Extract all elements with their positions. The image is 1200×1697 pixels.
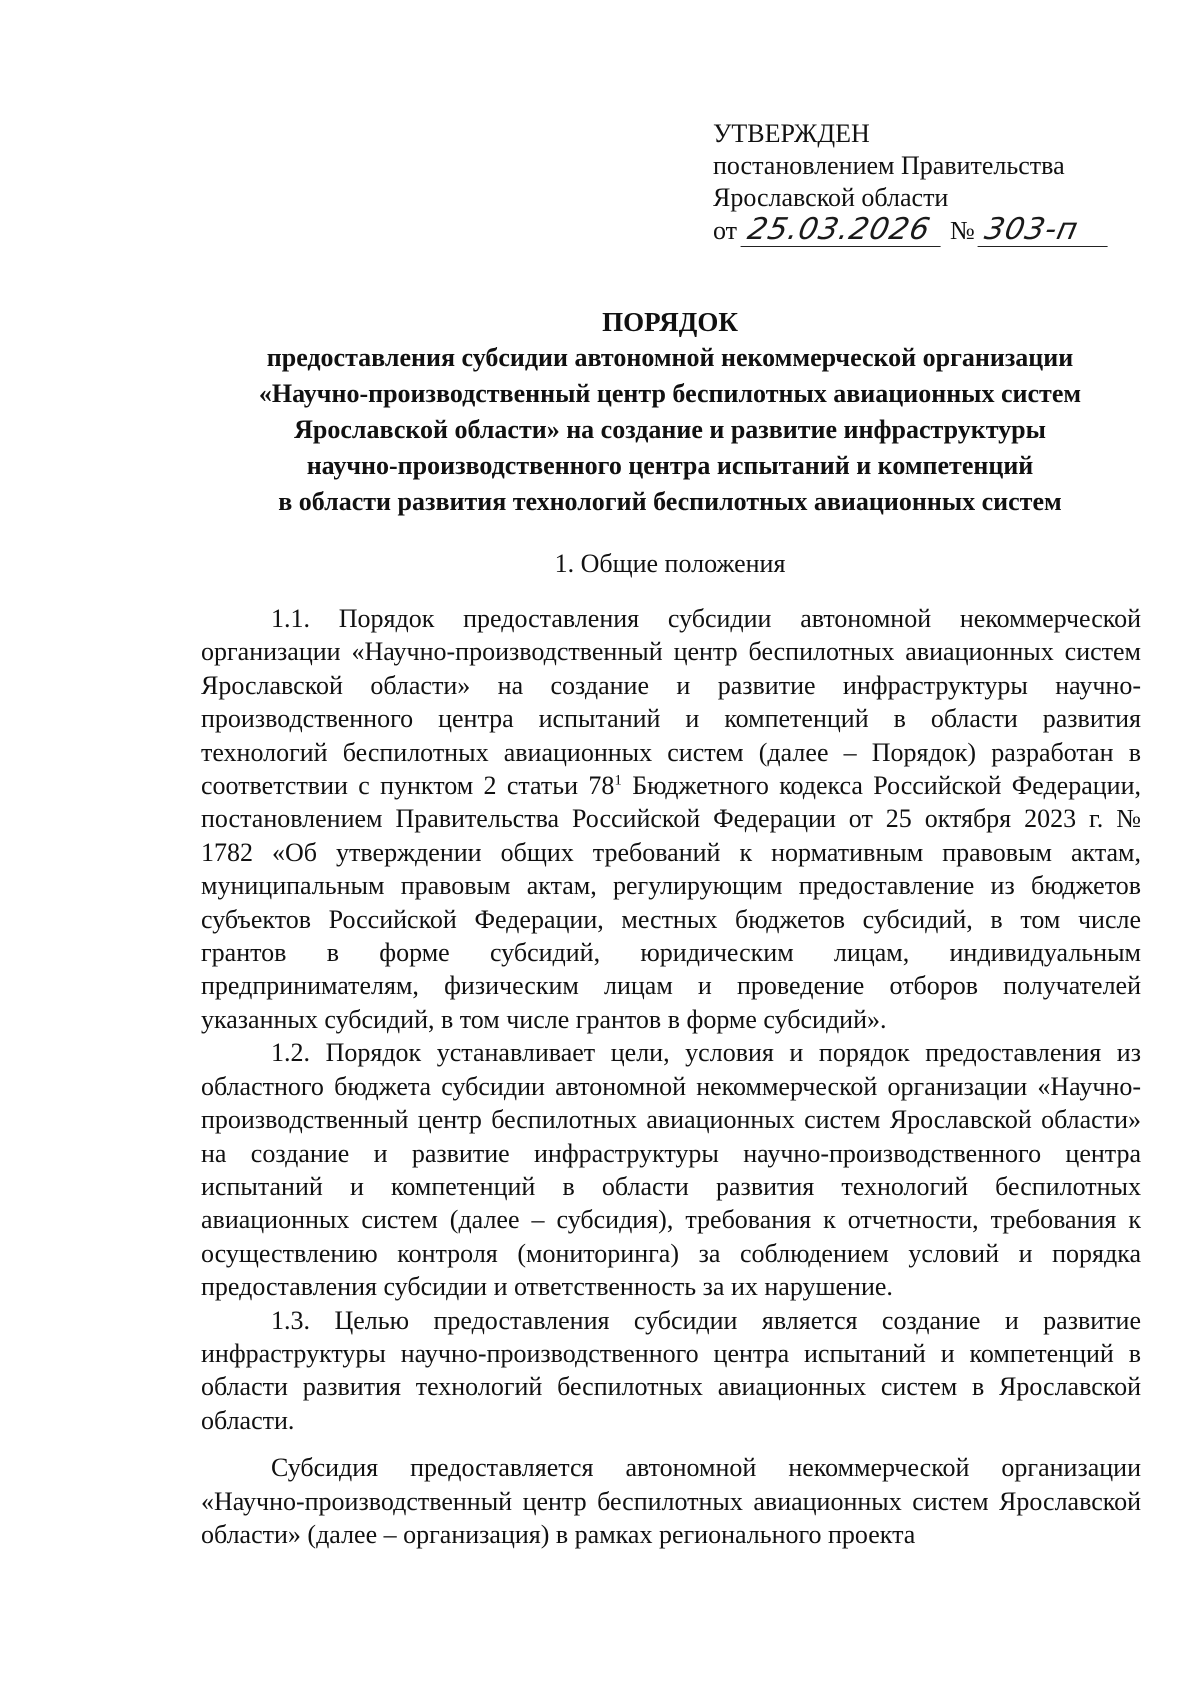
paragraph-1-2: 1.2. Порядок устанавливает цели, условия и порядок предоставления из областного бюджета субсидии автономной некоммерческой организации «Научно-производственный центр беспилотных авиационных систем Ярославской области» на создание и развитие инфраструктуры научно-производственного центра испытаний и компетенций в области развития технологий беспилотных авиационных систем (далее – субсидия), требования к отчетности, требования к осуществлению контроля (мониторинга) за соблюдением условий и порядка предоставления субсидии и ответственность за их нарушение. <box>201 1038 1141 1302</box>
approval-decree-line: постановлением Правительства <box>713 151 1065 180</box>
subtitle-line: предоставления субсидии автономной некоммерческой организации <box>266 343 1074 372</box>
approval-region-line: Ярославской области <box>713 183 949 212</box>
approval-status: УТВЕРЖДЕН <box>713 119 870 148</box>
paragraph-1-1 <box>201 602 1141 1036</box>
article-superscript: 1 <box>614 772 622 789</box>
subtitle-line: научно-производственного центра испытаний и компетенций <box>306 451 1034 480</box>
subtitle-line: Ярославской области» на создание и развитие инфраструктуры <box>294 415 1046 444</box>
subtitle-line: в области развития технологий беспилотных авиационных систем <box>278 487 1062 516</box>
document-title-block <box>200 304 1140 520</box>
handwritten-date: 25.03.2026 <box>740 214 947 247</box>
paragraph-1-3: 1.3. Целью предоставления субсидии является создание и развитие инфраструктуры научно-производственного центра испытаний и компетенций в области развития технологий беспилотных авиационных систем в Ярославской области. <box>201 1305 1141 1435</box>
date-prefix: от <box>713 216 738 245</box>
paragraph-1-1-part-a: 1.1. Порядок предоставления субсидии автономной некоммерческой организации «Научно-производственный центр беспилотных авиационных систем Ярославской области» на создание и развитие инфраструктуры научно-производственного центра испытаний и компетенций в области развития технологий беспилотных авиационных систем (далее – Порядок) разработан в соответствии с пунктом 2 статьи 78 <box>201 604 1141 801</box>
document-title: ПОРЯДОК <box>602 307 738 337</box>
number-prefix: № <box>950 216 975 245</box>
subtitle-line: «Научно-производственный центр беспилотных авиационных систем <box>258 379 1082 408</box>
section-heading: 1. Общие положения <box>554 549 786 578</box>
document-body <box>201 602 1141 1551</box>
approval-date-number-line <box>713 214 1111 247</box>
paragraph-subsidy: Субсидия предоставляется автономной некоммерческой организации «Научно-производственный центр беспилотных авиационных систем Ярославской области» (далее – организация) в рамках регионального проекта <box>201 1453 1141 1549</box>
approval-block <box>713 118 1111 247</box>
paragraph-1-1-part-b: Бюджетного кодекса Российской Федерации, постановлением Правительства Российской Федерации от 25 октября 2023 г. № 1782 «Об утверждении общих требований к нормативным правовым актам, муниципальным правовым актам, регулирующим предоставление из бюджетов субъектов Российской Федерации, местных бюджетов субсидий, в том числе грантов в форме субсидий, юридическим лицам, индивидуальным предпринимателям, физическим лицам и проведение отборов получателей указанных субсидий, в том числе грантов в форме субсидий». <box>201 771 1142 1034</box>
handwritten-number: 303-п <box>978 214 1115 247</box>
